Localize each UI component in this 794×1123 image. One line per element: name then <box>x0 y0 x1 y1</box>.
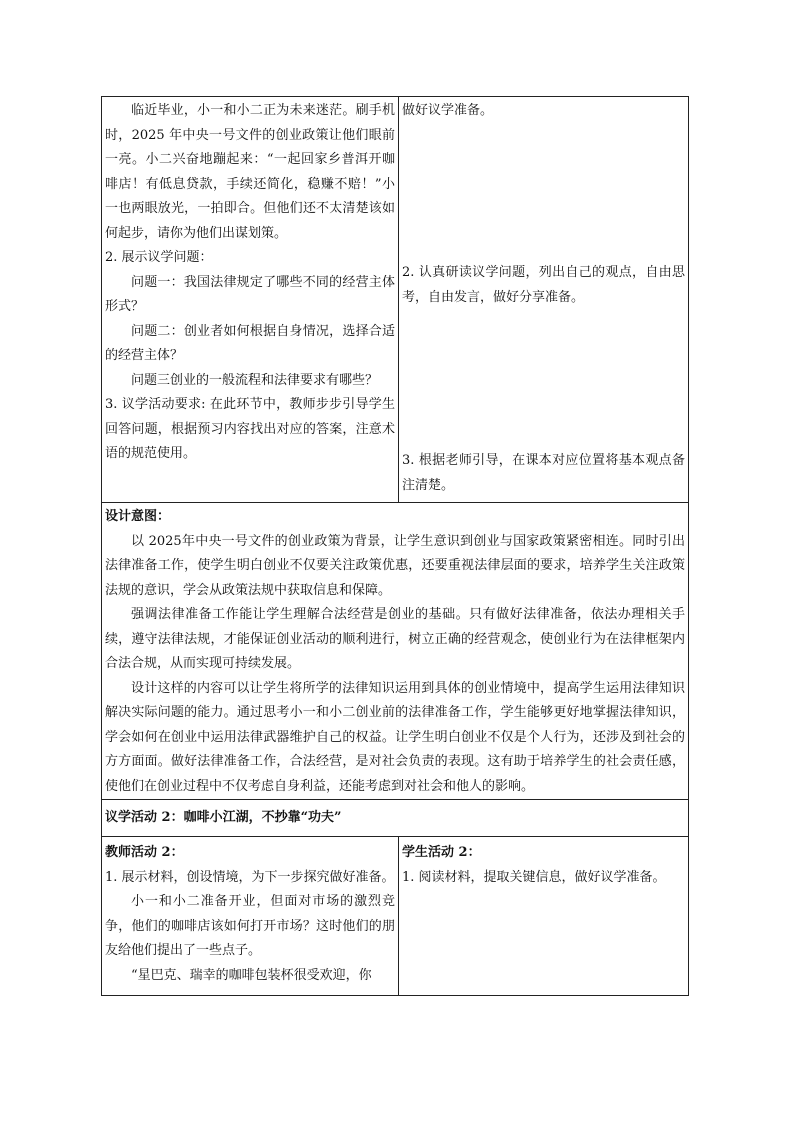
activity1-row <box>102 97 689 503</box>
teacher-step1: 1. 展示材料，创设情境，为下一步探究做好准备。 <box>105 869 395 885</box>
step3-requirements: 3. 议学活动要求: 在此环节中，教师步步引导学生回答问题，根据预习内容找出对应的答案，注意术语的规范使用。 <box>105 397 395 461</box>
lesson-plan-page <box>101 96 688 996</box>
design-intent-cell <box>102 503 689 800</box>
teacher-activity2-heading: 教师活动 2： <box>105 845 184 860</box>
design-intent-row <box>102 503 689 800</box>
step2-heading: 2. 展示议学问题： <box>105 250 213 265</box>
teacher-quote: “星巴克、瑞幸的咖啡包装杯很受欢迎，你 <box>131 967 372 983</box>
student-activity2-heading: 学生活动 2： <box>402 845 481 860</box>
student-step3: 3. 根据老师引导，在课本对应位置将基本观点备注清楚。 <box>402 453 685 493</box>
activity1-teacher-cell <box>102 97 399 503</box>
question-one: 问题一：我国法律规定了哪些不同的经营主体形式？ <box>105 274 395 314</box>
question-two: 问题二：创业者如何根据自身情况，选择合适的经营主体？ <box>105 323 395 363</box>
lesson-plan-table <box>101 96 689 996</box>
design-intent-heading: 设计意图： <box>105 509 171 524</box>
design-intent-paragraph-2: 强调法律准备工作能让学生理解合法经营是创业的基础。只有做好法律准备，依法办理相关手续，遵守法律法规，才能保证创业活动的顺利进行，树立正确的经营观念，使创业行为在法律框架内合法合规，从而实现可持续发展。 <box>105 607 685 671</box>
design-intent-paragraph-1: 以 2025年中央一号文件的创业政策为背景，让学生意识到创业与国家政策紧密相连。同时引出法律准备工作，使学生明白创业不仅要关注政策优惠，还要重视法律层面的要求，培养学生关注政策法规的意识，学会从政策法规中获取信息和保障。 <box>105 533 685 598</box>
design-intent-paragraph-3: 设计这样的内容可以让学生将所学的法律知识运用到具体的创业情境中，提高学生运用法律知识解决实际问题的能力。通过思考小一和小二创业前的法律准备工作，学生能够更好地掌握法律知识，学会如何在创业中运用法律武器维护自己的权益。让学生明白创业不仅是个人行为，还涉及到社会的方方面面。做好法律准备工作，合法经营，是对社会负责的表现。这有助于培养学生的社会责任感，使他们在创业过程中不仅考虑自身利益，还能考虑到对社会和他人的影响。 <box>105 680 685 794</box>
activity2-student-cell <box>399 837 689 996</box>
scenario-story: 临近毕业，小一和小二正为未来迷茫。刷手机时，2025 年中央一号文件的创业政策让他们眼前一亮。小二兴奋地蹦起来：“一起回家乡普洱开咖啡店！有低息贷款，手续还简化，稳赚不赔！”小一也两眼放光，一拍即合。但他们还不太清楚该如何起步，请你为他们出谋划策。 <box>105 103 395 241</box>
activity1-student-cell <box>399 97 689 503</box>
student-step2: 2. 认真研读议学问题，列出自己的观点，自由思考，自由发言，做好分享准备。 <box>402 265 685 305</box>
student-activity2-step1: 1. 阅读材料，提取关键信息，做好议学准备。 <box>402 869 666 885</box>
activity2-teacher-cell <box>102 837 399 996</box>
student-step1: 做好议学准备。 <box>402 103 494 118</box>
teacher-material: 小一和小二准备开业，但面对市场的激烈竞争，他们的咖啡店该如何打开市场？这时他们的朋友给他们提出了一些点子。 <box>105 894 395 958</box>
activity2-title: 议学活动 2：咖啡小江湖，不抄靠“功夫” <box>105 809 342 825</box>
activity2-title-row <box>102 800 689 837</box>
activity2-title-cell <box>102 800 689 837</box>
question-three: 问题三创业的一般流程和法律要求有哪些？ <box>131 372 379 388</box>
activity2-row <box>102 837 689 996</box>
